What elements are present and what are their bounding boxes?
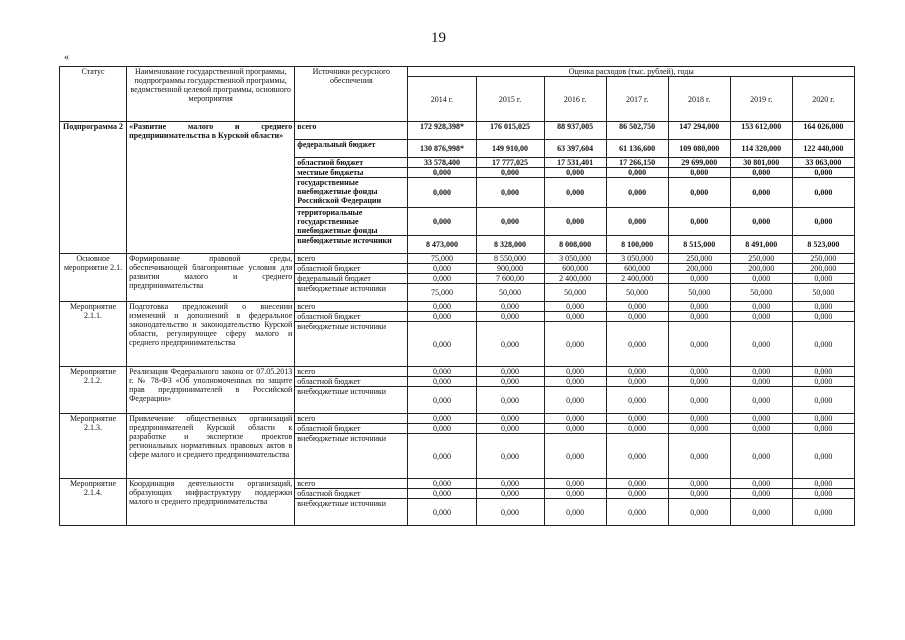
row-value: 0,000 bbox=[668, 208, 730, 236]
row-value: 8 491,000 bbox=[730, 236, 792, 254]
row-value: 0,000 bbox=[476, 414, 544, 424]
row-value: 0,000 bbox=[606, 322, 668, 367]
row-value: 0,000 bbox=[730, 377, 792, 387]
header-status: Статус bbox=[60, 67, 127, 122]
row-value: 149 910,00 bbox=[476, 140, 544, 158]
row-value: 0,000 bbox=[544, 499, 606, 526]
row-value: 50,000 bbox=[792, 284, 854, 302]
row-value: 0,000 bbox=[730, 424, 792, 434]
row-value: 0,000 bbox=[606, 414, 668, 424]
row-status: Подпрограмма 2 bbox=[60, 122, 127, 254]
row-value: 0,000 bbox=[408, 387, 476, 414]
row-value: 0,000 bbox=[408, 377, 476, 387]
row-value: 0,000 bbox=[606, 178, 668, 208]
row-source: внебюджетные источники bbox=[295, 322, 408, 367]
row-value: 0,000 bbox=[730, 479, 792, 489]
row-value: 17 531,401 bbox=[544, 158, 606, 168]
row-value: 0,000 bbox=[476, 377, 544, 387]
row-value: 75,000 bbox=[408, 254, 476, 264]
row-value: 0,000 bbox=[408, 424, 476, 434]
row-value: 0,000 bbox=[476, 489, 544, 499]
row-value: 0,000 bbox=[668, 302, 730, 312]
row-value: 8 550,000 bbox=[476, 254, 544, 264]
row-value: 3 050,000 bbox=[606, 254, 668, 264]
header-year: 2015 г. bbox=[476, 77, 544, 122]
row-source: всего bbox=[295, 254, 408, 264]
row-source: внебюджетные источники bbox=[295, 499, 408, 526]
row-name: Привлечение общественных организаций предпринимателей Курской области к разработке и экспертизе проектов региональных нормативных правовых актов в сфере малого и среднего предпринимательства bbox=[127, 414, 295, 479]
row-value: 50,000 bbox=[606, 284, 668, 302]
row-value: 29 699,000 bbox=[668, 158, 730, 168]
row-value: 17 266,150 bbox=[606, 158, 668, 168]
row-value: 0,000 bbox=[408, 264, 476, 274]
row-value: 0,000 bbox=[408, 489, 476, 499]
row-value: 0,000 bbox=[730, 178, 792, 208]
header-year: 2020 г. bbox=[792, 77, 854, 122]
row-value: 0,000 bbox=[544, 312, 606, 322]
row-value: 0,000 bbox=[668, 322, 730, 367]
row-name: Подготовка предложений о внесении изменений и дополнений в федеральное законодательство и законодательство Курской области, регулирующее сферу малого и среднего предпринимательства bbox=[127, 302, 295, 367]
row-source: всего bbox=[295, 302, 408, 312]
row-value: 0,000 bbox=[668, 424, 730, 434]
row-source: областной бюджет bbox=[295, 377, 408, 387]
row-value: 0,000 bbox=[606, 377, 668, 387]
row-value: 200,000 bbox=[668, 264, 730, 274]
row-value: 0,000 bbox=[408, 168, 476, 178]
row-status: Мероприятие 2.1.1. bbox=[60, 302, 127, 367]
row-value: 0,000 bbox=[476, 387, 544, 414]
row-value: 0,000 bbox=[544, 434, 606, 479]
row-value: 8 328,000 bbox=[476, 236, 544, 254]
row-value: 0,000 bbox=[544, 367, 606, 377]
row-value: 0,000 bbox=[476, 499, 544, 526]
row-value: 0,000 bbox=[792, 322, 854, 367]
row-value: 0,000 bbox=[730, 168, 792, 178]
row-value: 0,000 bbox=[730, 499, 792, 526]
row-value: 0,000 bbox=[730, 367, 792, 377]
row-source: областной бюджет bbox=[295, 264, 408, 274]
row-value: 63 397,604 bbox=[544, 140, 606, 158]
row-value: 0,000 bbox=[408, 434, 476, 479]
row-source: всего bbox=[295, 479, 408, 489]
row-name: Реализация Федерального закона от 07.05.2013 г. № 78-ФЗ «Об уполномоченных по защите прав предпринимателей в Российской Федерации» bbox=[127, 367, 295, 414]
row-value: 172 928,398* bbox=[408, 122, 476, 140]
row-value: 8 100,000 bbox=[606, 236, 668, 254]
row-source: внебюджетные источники bbox=[295, 387, 408, 414]
row-source: всего bbox=[295, 414, 408, 424]
row-value: 0,000 bbox=[792, 489, 854, 499]
table-row bbox=[60, 302, 855, 312]
row-value: 0,000 bbox=[792, 302, 854, 312]
row-value: 0,000 bbox=[408, 208, 476, 236]
row-value: 0,000 bbox=[544, 168, 606, 178]
row-value: 86 502,750 bbox=[606, 122, 668, 140]
row-value: 0,000 bbox=[792, 367, 854, 377]
header-year: 2014 г. bbox=[408, 77, 476, 122]
row-value: 0,000 bbox=[544, 178, 606, 208]
row-value: 2 400,000 bbox=[606, 274, 668, 284]
row-value: 0,000 bbox=[730, 302, 792, 312]
row-value: 0,000 bbox=[792, 479, 854, 489]
row-name: Формирование правовой среды, обеспечивающей благоприятные условия для развития малого и среднего предпринимательства bbox=[127, 254, 295, 302]
row-value: 0,000 bbox=[606, 387, 668, 414]
row-value: 0,000 bbox=[668, 168, 730, 178]
row-value: 0,000 bbox=[544, 387, 606, 414]
row-value: 0,000 bbox=[544, 377, 606, 387]
row-status: Мероприятие 2.1.4. bbox=[60, 479, 127, 526]
header-year: 2017 г. bbox=[606, 77, 668, 122]
header-year: 2018 г. bbox=[668, 77, 730, 122]
row-value: 7 600,00 bbox=[476, 274, 544, 284]
row-value: 0,000 bbox=[606, 479, 668, 489]
row-value: 0,000 bbox=[792, 208, 854, 236]
row-value: 0,000 bbox=[792, 434, 854, 479]
row-value: 17 777,025 bbox=[476, 158, 544, 168]
row-value: 0,000 bbox=[408, 302, 476, 312]
row-value: 0,000 bbox=[792, 424, 854, 434]
row-value: 200,000 bbox=[792, 264, 854, 274]
row-value: 0,000 bbox=[606, 302, 668, 312]
row-value: 147 294,000 bbox=[668, 122, 730, 140]
row-value: 0,000 bbox=[606, 168, 668, 178]
row-name: «Развитие малого и среднего предпринимательства в Курской области» bbox=[127, 122, 295, 254]
row-value: 122 440,000 bbox=[792, 140, 854, 158]
row-name: Координация деятельности организаций, образующих инфраструктуру поддержки малого и среднего предпринимательства bbox=[127, 479, 295, 526]
row-value: 0,000 bbox=[544, 489, 606, 499]
row-value: 30 801,000 bbox=[730, 158, 792, 168]
row-value: 0,000 bbox=[792, 387, 854, 414]
row-value: 109 080,000 bbox=[668, 140, 730, 158]
row-value: 8 473,000 bbox=[408, 236, 476, 254]
row-value: 130 876,998* bbox=[408, 140, 476, 158]
row-value: 0,000 bbox=[544, 479, 606, 489]
row-value: 0,000 bbox=[668, 312, 730, 322]
row-value: 0,000 bbox=[476, 367, 544, 377]
row-value: 0,000 bbox=[792, 414, 854, 424]
row-value: 0,000 bbox=[668, 414, 730, 424]
row-source: областной бюджет bbox=[295, 158, 408, 168]
row-value: 8 515,000 bbox=[668, 236, 730, 254]
row-source: государственные внебюджетные фонды Российской Федерации bbox=[295, 178, 408, 208]
row-value: 0,000 bbox=[606, 424, 668, 434]
row-value: 0,000 bbox=[408, 178, 476, 208]
row-value: 75,000 bbox=[408, 284, 476, 302]
row-value: 0,000 bbox=[668, 377, 730, 387]
row-source: территориальные государственные внебюджетные фонды bbox=[295, 208, 408, 236]
row-value: 0,000 bbox=[792, 274, 854, 284]
row-source: областной бюджет bbox=[295, 424, 408, 434]
row-value: 50,000 bbox=[668, 284, 730, 302]
row-value: 8 523,000 bbox=[792, 236, 854, 254]
row-value: 88 937,005 bbox=[544, 122, 606, 140]
row-source: местные бюджеты bbox=[295, 168, 408, 178]
row-status: Основное мероприятие 2.1. bbox=[60, 254, 127, 302]
table-row bbox=[60, 414, 855, 424]
row-value: 0,000 bbox=[606, 499, 668, 526]
row-value: 164 026,000 bbox=[792, 122, 854, 140]
expense-table bbox=[59, 66, 855, 526]
row-value: 0,000 bbox=[476, 479, 544, 489]
row-value: 114 320,000 bbox=[730, 140, 792, 158]
row-value: 0,000 bbox=[408, 367, 476, 377]
row-value: 0,000 bbox=[544, 322, 606, 367]
row-source: всего bbox=[295, 122, 408, 140]
row-value: 0,000 bbox=[606, 312, 668, 322]
row-value: 0,000 bbox=[476, 168, 544, 178]
row-value: 200,000 bbox=[730, 264, 792, 274]
row-value: 3 050,000 bbox=[544, 254, 606, 264]
row-value: 153 612,000 bbox=[730, 122, 792, 140]
row-value: 33 063,000 bbox=[792, 158, 854, 168]
row-value: 0,000 bbox=[408, 414, 476, 424]
row-value: 0,000 bbox=[476, 322, 544, 367]
table-row bbox=[60, 367, 855, 377]
row-value: 0,000 bbox=[476, 424, 544, 434]
row-value: 0,000 bbox=[606, 434, 668, 479]
row-source: внебюджетные источники bbox=[295, 434, 408, 479]
header-name: Наименование государственной программы, подпрограммы государственной программы, ведомственной целевой программы, основного мероприятия bbox=[127, 67, 295, 122]
row-source: федеральный бюджет bbox=[295, 274, 408, 284]
row-source: федеральный бюджет bbox=[295, 140, 408, 158]
row-value: 0,000 bbox=[408, 499, 476, 526]
row-value: 0,000 bbox=[730, 414, 792, 424]
row-value: 0,000 bbox=[730, 387, 792, 414]
row-value: 0,000 bbox=[544, 414, 606, 424]
header-estimate: Оценка расходов (тыс. рублей), годы bbox=[408, 67, 855, 77]
row-value: 61 136,600 bbox=[606, 140, 668, 158]
row-value: 0,000 bbox=[408, 479, 476, 489]
table-row bbox=[60, 479, 855, 489]
row-value: 250,000 bbox=[668, 254, 730, 264]
opening-quote-mark: « bbox=[64, 52, 69, 63]
row-value: 0,000 bbox=[730, 322, 792, 367]
row-value: 0,000 bbox=[544, 208, 606, 236]
row-value: 8 008,000 bbox=[544, 236, 606, 254]
row-value: 900,000 bbox=[476, 264, 544, 274]
row-value: 0,000 bbox=[668, 274, 730, 284]
table-row bbox=[60, 254, 855, 264]
row-value: 0,000 bbox=[792, 178, 854, 208]
row-status: Мероприятие 2.1.2. bbox=[60, 367, 127, 414]
row-value: 0,000 bbox=[544, 424, 606, 434]
row-value: 0,000 bbox=[606, 489, 668, 499]
row-value: 600,000 bbox=[606, 264, 668, 274]
row-value: 0,000 bbox=[476, 302, 544, 312]
row-value: 0,000 bbox=[408, 312, 476, 322]
row-status: Мероприятие 2.1.3. bbox=[60, 414, 127, 479]
header-sources: Источники ресурсного обеспечения bbox=[295, 67, 408, 122]
row-source: внебюджетные источники bbox=[295, 236, 408, 254]
row-value: 0,000 bbox=[668, 489, 730, 499]
row-value: 0,000 bbox=[668, 367, 730, 377]
row-value: 600,000 bbox=[544, 264, 606, 274]
row-value: 0,000 bbox=[544, 302, 606, 312]
row-value: 0,000 bbox=[792, 499, 854, 526]
row-value: 0,000 bbox=[476, 312, 544, 322]
row-value: 33 578,400 bbox=[408, 158, 476, 168]
row-value: 0,000 bbox=[668, 434, 730, 479]
row-value: 0,000 bbox=[476, 434, 544, 479]
row-source: областной бюджет bbox=[295, 312, 408, 322]
page-number: 19 bbox=[431, 30, 446, 46]
row-value: 0,000 bbox=[668, 479, 730, 489]
row-value: 250,000 bbox=[730, 254, 792, 264]
row-value: 0,000 bbox=[792, 377, 854, 387]
row-value: 0,000 bbox=[730, 312, 792, 322]
row-value: 0,000 bbox=[606, 208, 668, 236]
header-year: 2019 г. bbox=[730, 77, 792, 122]
row-value: 0,000 bbox=[730, 208, 792, 236]
row-value: 0,000 bbox=[668, 178, 730, 208]
row-value: 0,000 bbox=[476, 178, 544, 208]
row-value: 0,000 bbox=[606, 367, 668, 377]
row-source: внебюджетные источники bbox=[295, 284, 408, 302]
row-value: 0,000 bbox=[476, 208, 544, 236]
row-value: 0,000 bbox=[792, 168, 854, 178]
row-value: 0,000 bbox=[408, 274, 476, 284]
row-value: 50,000 bbox=[476, 284, 544, 302]
row-source: всего bbox=[295, 367, 408, 377]
row-value: 0,000 bbox=[730, 489, 792, 499]
row-value: 176 015,025 bbox=[476, 122, 544, 140]
header-year: 2016 г. bbox=[544, 77, 606, 122]
row-value: 0,000 bbox=[792, 312, 854, 322]
row-value: 50,000 bbox=[544, 284, 606, 302]
row-value: 2 400,000 bbox=[544, 274, 606, 284]
row-value: 250,000 bbox=[792, 254, 854, 264]
row-value: 50,000 bbox=[730, 284, 792, 302]
row-source: областной бюджет bbox=[295, 489, 408, 499]
row-value: 0,000 bbox=[668, 499, 730, 526]
row-value: 0,000 bbox=[668, 387, 730, 414]
row-value: 0,000 bbox=[730, 434, 792, 479]
row-value: 0,000 bbox=[408, 322, 476, 367]
table-row bbox=[60, 122, 855, 140]
row-value: 0,000 bbox=[730, 274, 792, 284]
